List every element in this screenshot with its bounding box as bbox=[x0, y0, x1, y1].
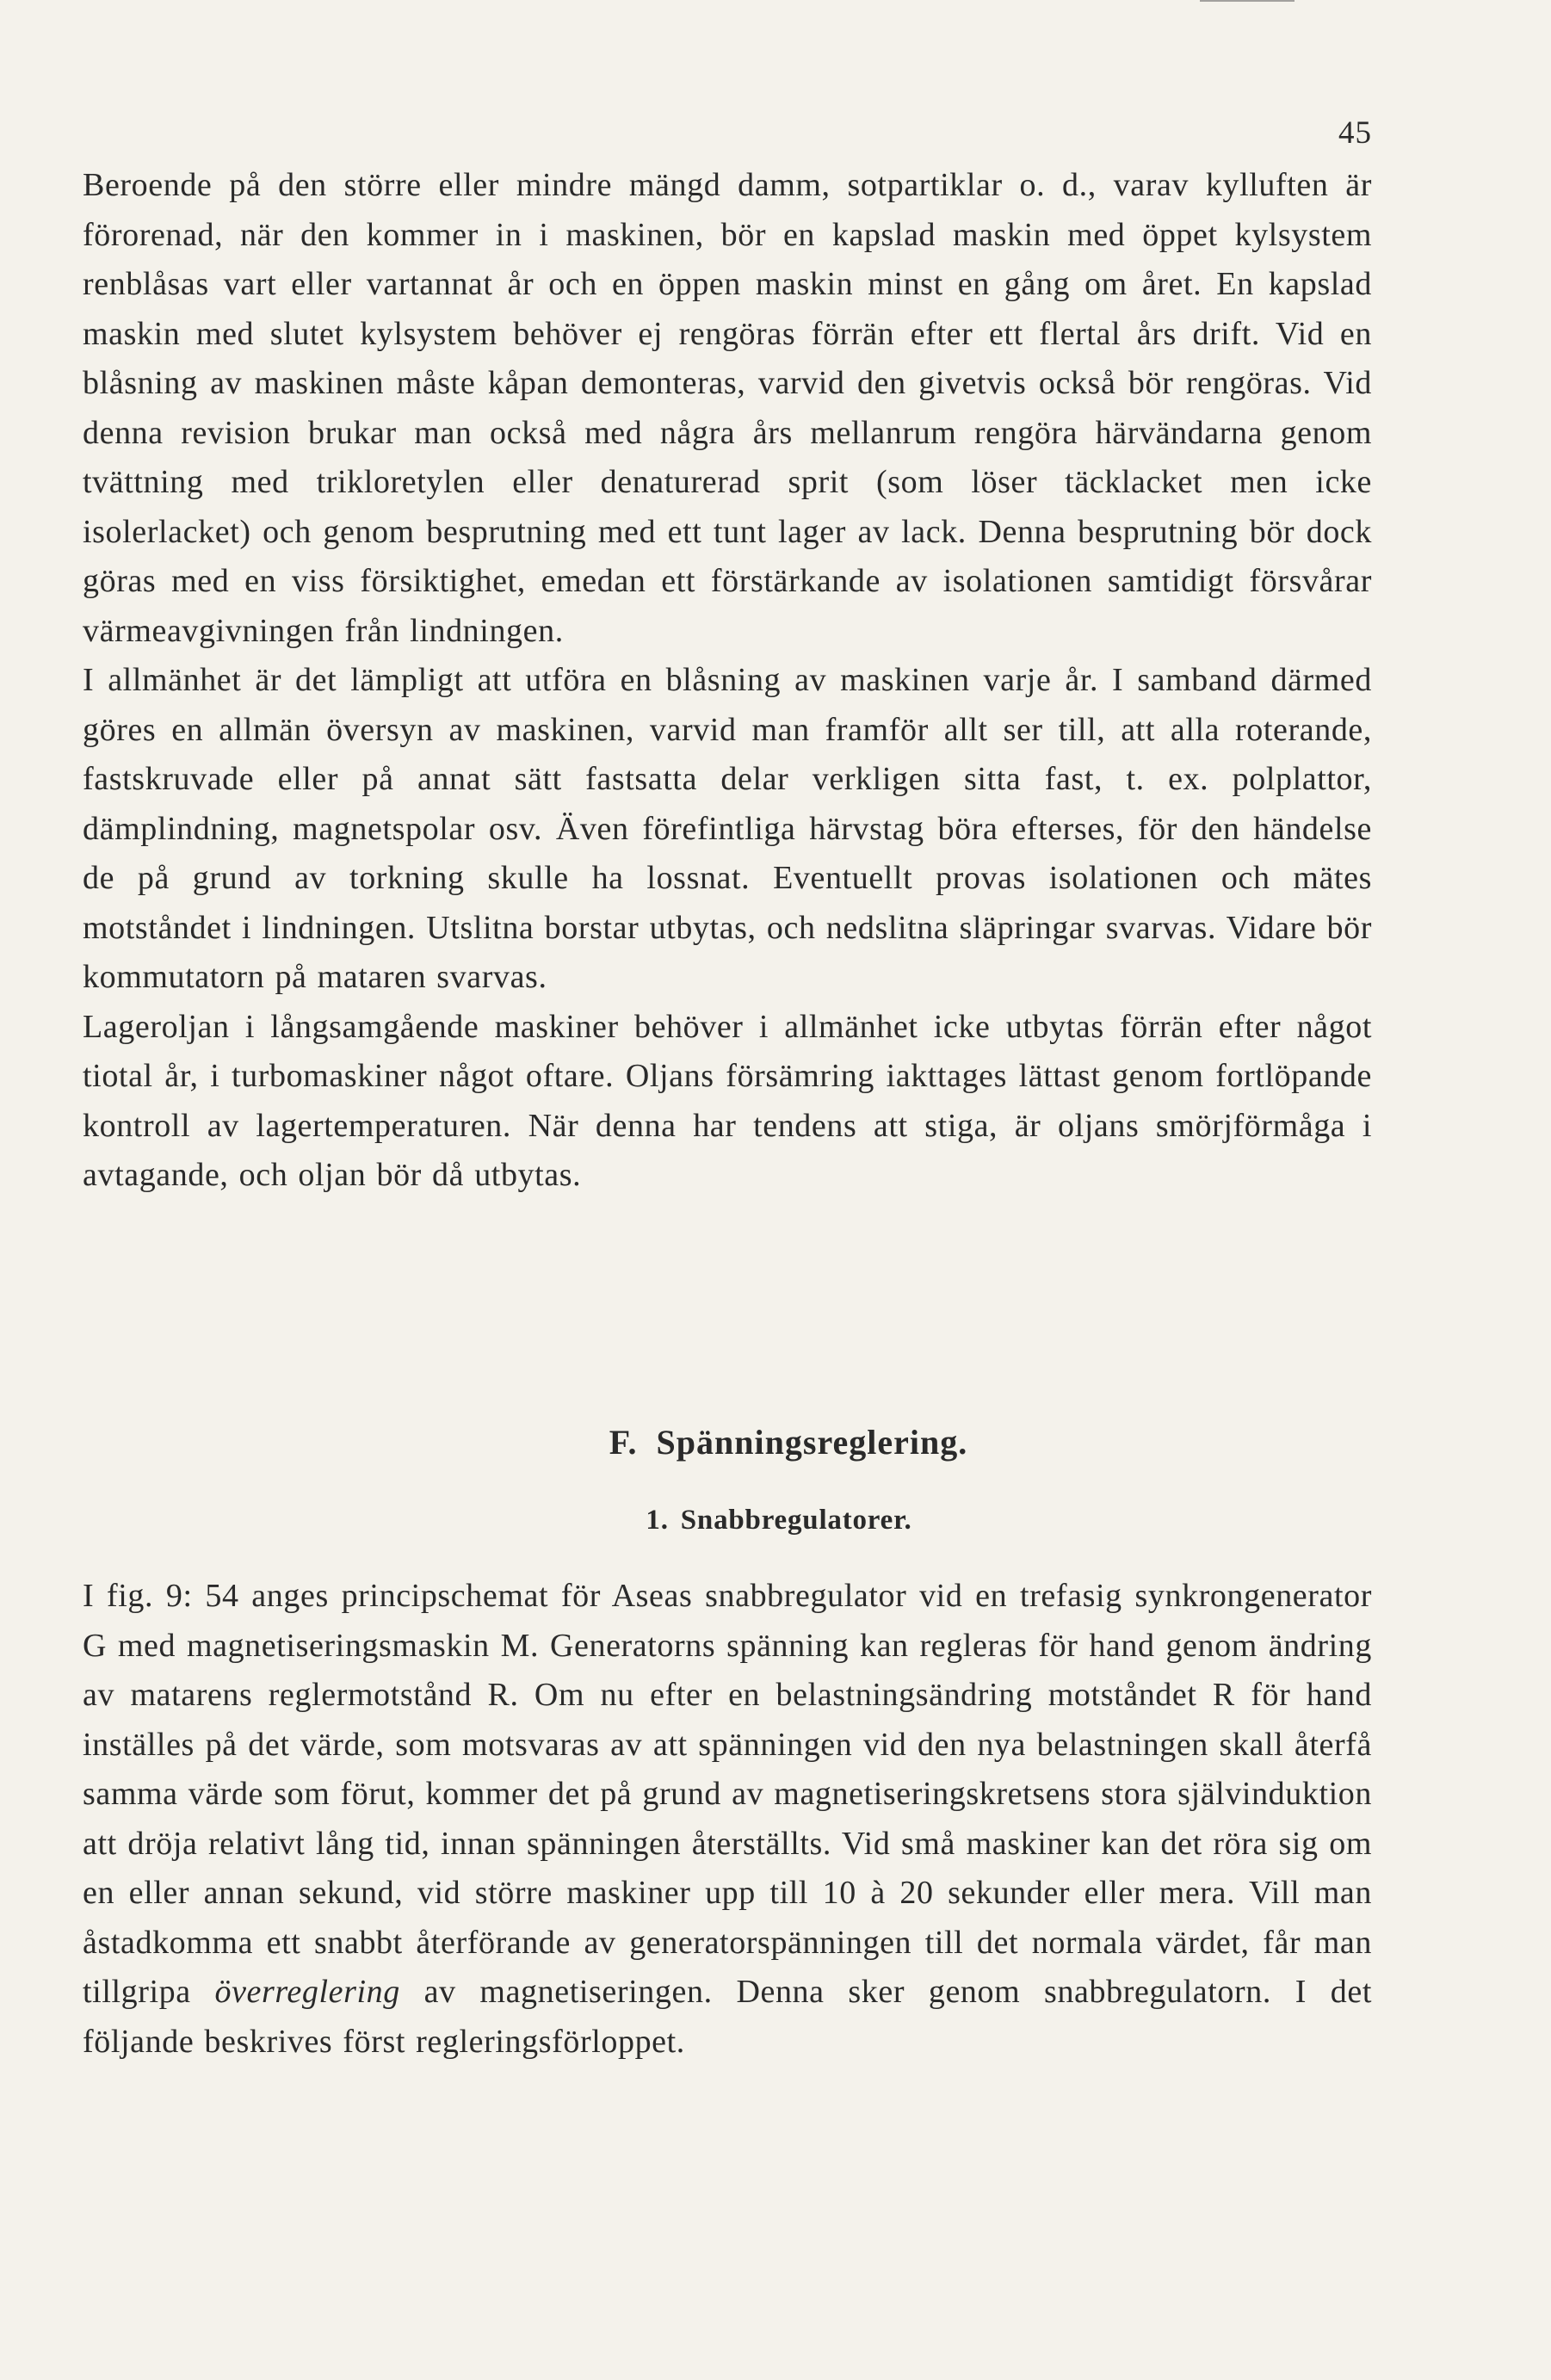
paragraph-bearing-oil: Lageroljan i långsamgående maskiner behöver i allmänhet icke utbytas förrän efter något tiotal år, i turbomaskiner något oftare. Oljans försämring iakttages lättast genom fortlöpande kontroll av lagertemperaturen. När denna har tendens att stiga, är oljans smörjförmåga i avtagande, och oljan bör då utbytas. bbox=[83, 1008, 1372, 1193]
body-text-bottom bbox=[83, 1572, 1372, 2067]
section-heading bbox=[0, 1422, 1551, 1462]
italic-term: överreglering bbox=[214, 1974, 400, 2010]
subsection-heading bbox=[0, 1505, 1551, 1536]
body-text-top bbox=[83, 161, 1372, 1201]
paragraph-cleaning: Beroende på den större eller mindre mängd damm, sotpartiklar o. d., varav kylluften är förorenad, när den kommer in i maskinen, bör en kapslad maskin med öppet kylsystem renblåsas vart eller vartannat år och en öppen maskin minst en gång om året. En kapslad maskin med slutet kylsystem behöver ej rengöras förrän efter ett flertal års drift. Vid en blåsning av maskinen måste kåpan demonteras, varvid den givetvis också bör rengöras. Vid denna revision brukar man också med några års mellanrum rengöra härvändarna genom tvättning med trikloretylen eller denaturerad sprit (som löser täcklacket men icke isolerlacket) och genom besprutning med ett tunt lager av lack. Denna besprutning bör dock göras med en viss försiktighet, emedan ett förstärkande av isolationen samtidigt försvårar värmeavgivningen från lindningen. bbox=[83, 167, 1372, 649]
paragraph-annual-inspection: I allmänhet är det lämpligt att utföra en blåsning av maskinen varje år. I samband därmed göres en allmän översyn av maskinen, varvid man framför allt ser till, att alla roterande, fastskruvade eller på annat sätt fastsatta delar verkligen sitta fast, t. ex. polplattor, dämplindning, magnetspolar osv. Även förefintliga härvstag böra efterses, för den händelse de på grund av torkning skulle ha lossnat. Eventuellt provas isolationen och mätes motståndet i lindningen. Utslitna borstar utbytas, och nedslitna släpringar svarvas. Vidare bör kommutatorn på mataren svarvas. bbox=[83, 662, 1372, 995]
text-run-before-italic: I fig. 9: 54 anges principschemat för Aseas snabbregulator vid en trefasig synkrongenerator G med magnetiseringsmaskin M. Generatorns spänning kan regleras för hand genom ändring av matarens reglermotstånd R. Om nu efter en belastningsändring motståndet R för hand inställes på det värde, som motsvaras av att spänningen vid den nya belastningen skall återfå samma värde som förut, kommer det på grund av magnetiseringskretsens stora självinduktion att dröja relativt lång tid, innan spänningen återställts. Vid små maskiner kan det röra sig om en eller annan sekund, vid större maskiner upp till 10 à 20 sekunder eller mera. Vill man åstadkomma ett snabbt återförande av generatorspänningen till det normala värdet, får man tillgripa bbox=[83, 1578, 1372, 2010]
section-title: Spänningsreglering. bbox=[656, 1423, 968, 1462]
page-number: 45 bbox=[1338, 115, 1372, 151]
section-letter: F. bbox=[609, 1423, 638, 1462]
top-edge-rule bbox=[1200, 0, 1295, 2]
subsection-number: 1. bbox=[646, 1505, 669, 1536]
paragraph-snabbregulator bbox=[83, 1572, 1372, 2067]
subsection-title: Snabbregulatorer. bbox=[680, 1505, 912, 1536]
text-run-after-italic: av magnetiseringen. Denna sker genom snabbregulatorn. I det följande beskrives först regleringsförloppet. bbox=[83, 1974, 1372, 2060]
